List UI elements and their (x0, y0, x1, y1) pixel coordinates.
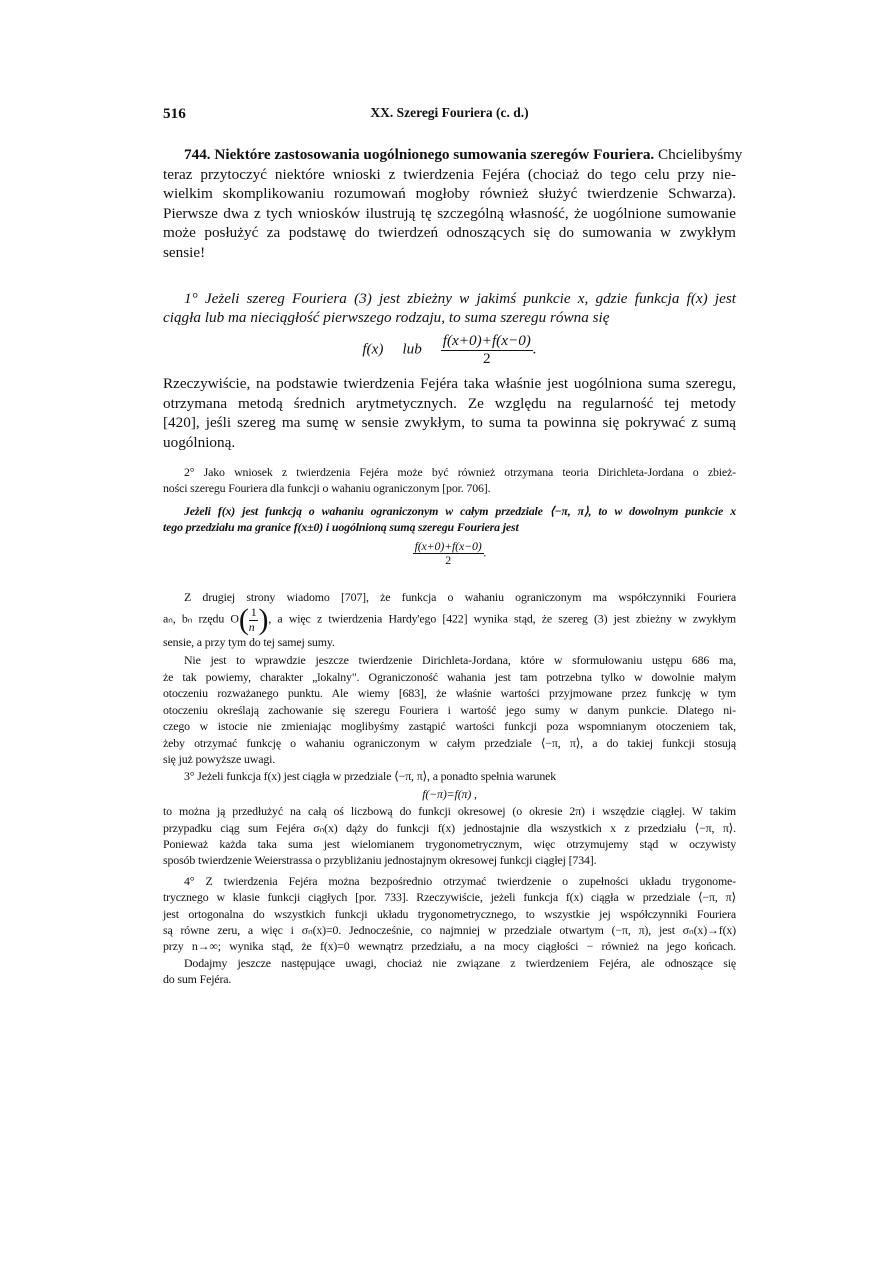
text-line: [420], jeśli szereg ma sumę w sensie zwykłym, to suma ta powinna się pokrywać z sumą (163, 414, 736, 431)
text-line: 4° Z twierdzenia Fejéra można bezpośrednio otrzymać twierdzenie o zupełności układu trygonome- (184, 874, 736, 888)
text-line: otrzymana metodą średnich arytmetycznych. Ze względu na regularność tej metody (163, 395, 736, 412)
section-heading: 744. Niektóre zastosowania uogólnionego sumowania szeregów Fouriera. (184, 146, 655, 163)
punct: . (483, 545, 487, 560)
fraction (249, 606, 259, 633)
text-line: do sum Fejéra. (163, 972, 232, 986)
formula-2 (163, 540, 736, 567)
text-line: otoczeniu określają zachowanie się szeregu Fouriera i wartość jego sumy w danym punkcie. Dlatego ni- (163, 703, 736, 717)
text-line: przypadku ciąg sum Fejéra σₙ(x) dąży do funkcji f(x) jednostajnie dla wszystkich x z przedziału ⟨−π, π⟩. (163, 821, 736, 835)
text-line: tego przedziału ma granice f(x±0) i uogólnioną sumą szeregu Fouriera jest (163, 520, 519, 534)
text-line: 3° Jeżeli funkcja f(x) jest ciągła w przedziale ⟨−π, π⟩, a ponadto spełnia warunek (184, 769, 557, 783)
text-line: sposób twierdzenie Weierstrassa o przybliżaniu jednostajnym okresowej funkcji ciągłej [734]. (163, 853, 597, 867)
text-line (163, 146, 743, 163)
text-line: czego w istocie nie zmieniając moglibyśmy zastąpić wartości funkcji poza wspomnianym otoczeniem tak, (163, 719, 736, 733)
text-line: 1° Jeżeli szereg Fouriera (3) jest zbieżny w jakimś punkcie x, gdzie funkcja f(x) jest (184, 290, 736, 307)
text-line: ności szeregu Fouriera dla funkcji o wahaniu ograniczonym [por. 706]. (163, 481, 491, 495)
numerator: f(x+0)+f(x−0) (442, 332, 531, 349)
text: Chcielibyśmy (658, 146, 743, 163)
text-line: uogólnioną. (163, 434, 236, 451)
text-line: przy n→∞; wynika stąd, że f(x)=0 wewnątrz przedziału, a na mocy ciągłości − również na jego końcach. (163, 939, 736, 953)
text: , a więc z twierdzenia Hardy'ego [422] wynika stąd, że szereg (3) jest zbieżny w zwykłym (268, 611, 736, 626)
formula-term: f(x) (362, 340, 384, 358)
text-line: teraz przytoczyć niektóre wnioski z twierdzenia Fejéra (chociaż do tego celu przy nie- (163, 166, 736, 183)
numerator: f(x+0)+f(x−0) (414, 539, 482, 553)
text-line: to można ją przedłużyć na całą oś liczbową do funkcji okresowej (o okresie 2π) i wszędzie ciągłej. W takim (163, 804, 736, 818)
paren: ) (258, 603, 269, 636)
text-line: Ponieważ każda taka suma jest wielomianem trygonometrycznym, więc otrzymujemy stąd w oczywisty (163, 837, 736, 851)
fraction (441, 333, 533, 367)
page-number: 516 (163, 105, 186, 122)
text-line: 2° Jako wniosek z twierdzenia Fejéra może być również otrzymana teoria Dirichleta-Jordana o zbież- (184, 465, 736, 479)
numerator: 1 (250, 605, 257, 620)
text-line: są równe zeru, a więc i σₙ(x)=0. Jednocześnie, co najmniej w przedziale otwartym (−π, π), jest σₙ(x)→f(x) (163, 923, 736, 937)
text-line: jest ortogonalna do wszystkich funkcji układu trygonometrycznego, to wszystkie jej współczynniki Fouriera (163, 907, 736, 921)
text-line: się już powyższe uwagi. (163, 752, 276, 766)
text-line: sensie, a przy tym do tej samej sumy. (163, 635, 335, 649)
fraction (413, 540, 484, 567)
text-line: sensie! (163, 244, 206, 261)
text-line: trycznego w klasie funkcji ciągłych [por. 733]. Rzeczywiście, jeżeli funkcja f(x) ciągła w przedziale ⟨−π, π⟩ (163, 890, 736, 904)
text-line: Dodajmy jeszcze następujące uwagi, chociaż nie związane z twierdzeniem Fejéra, ale odnoszące się (184, 956, 736, 970)
text-line (163, 605, 736, 635)
text-line: Nie jest to wprawdzie jeszcze twierdzenie Dirichleta-Jordana, które w sformułowaniu ustępu 686 ma, (184, 653, 736, 667)
text-line: Rzeczywiście, na podstawie twierdzenia Fejéra taka właśnie jest uogólniona suma szeregu, (163, 375, 736, 392)
denominator: 2 (483, 349, 491, 367)
formula-1 (163, 333, 736, 367)
formula-3: f(−π)=f(π) , (422, 787, 477, 801)
running-title: XX. Szeregi Fouriera (c. d.) (370, 105, 529, 120)
denominator: n (248, 619, 255, 634)
paren: ( (238, 603, 249, 636)
text-line: Z drugiej strony wiadomo [707], że funkcja o wahaniu ograniczonym ma współczynniki Fouriera (184, 590, 736, 604)
text-line: ciągła lub ma nieciągłość pierwszego rodzaju, to suma szeregu równa się (163, 309, 610, 326)
text-line: otoczeniu rozważanego punktu. Ale wiemy [683], że właśnie wartości przyjmowane przez funkcję w tym (163, 686, 736, 700)
denominator: 2 (445, 553, 451, 568)
text-line: wielkim skomplikowaniu rozumowań mogłoby również służyć twierdzenie Schwarza). (163, 185, 736, 202)
text-line: Pierwsze dwa z tych wniosków ilustrują tę szczególną własność, że uogólnione sumowanie (163, 205, 736, 222)
text-line: że tak powiemy, charakter „lokalny". Ograniczoność wahania jest tam potrzebna tylko w dowolnie małym (163, 670, 736, 684)
text: aₙ, bₙ rzędu O (163, 611, 239, 626)
text-line: żeby otrzymać funkcję o wahaniu ograniczonym w całym przedziale ⟨−π, π⟩, a do takiej funkcji stosują (163, 736, 736, 750)
text-line: Jeżeli f(x) jest funkcją o wahaniu ograniczonym w całym przedziale ⟨−π, π⟩, to w dowolnym punkcie x (184, 504, 736, 518)
punct: . (532, 340, 537, 358)
text-line: może posłużyć za podstawę do twierdzeń odnoszących się do sumowania w zwykłym (163, 224, 736, 241)
formula-word: lub (402, 340, 422, 358)
